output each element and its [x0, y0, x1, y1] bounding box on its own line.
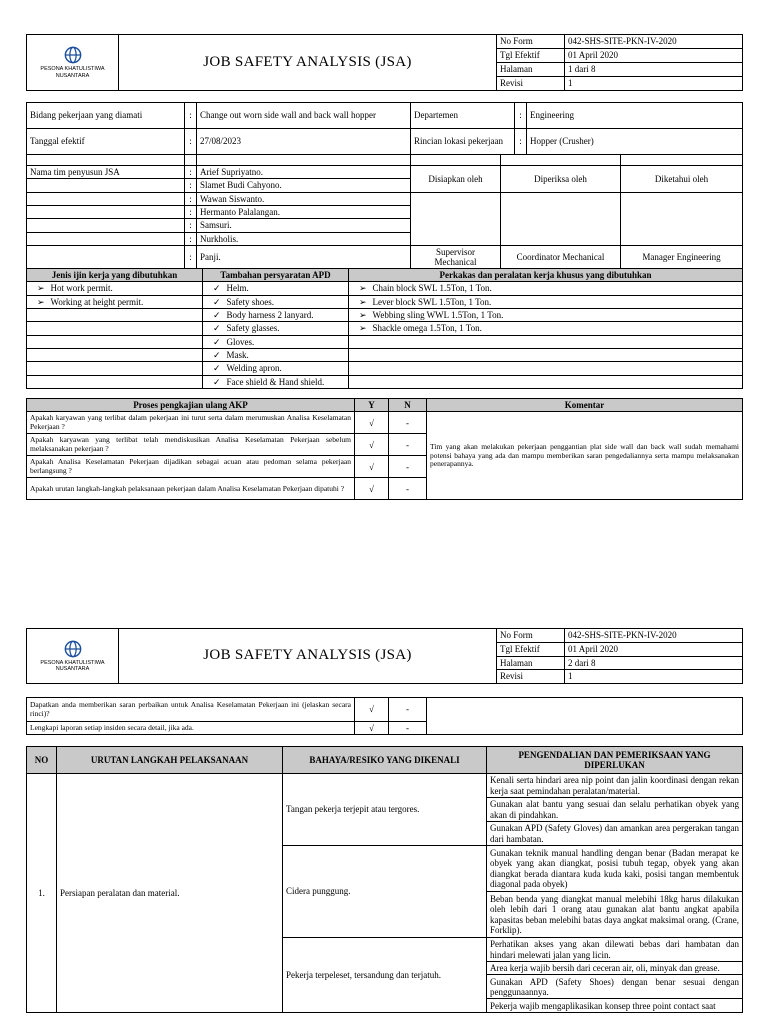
- steps-header: BAHAYA/RESIKO YANG DIKENALI: [283, 747, 487, 774]
- approval-role: Manager Engineering: [621, 246, 743, 270]
- review-no: -: [389, 478, 427, 500]
- colon: :: [185, 246, 197, 270]
- colon: :: [185, 192, 197, 205]
- meta-value: 01 April 2020: [565, 49, 743, 63]
- apd-item: ✓ Safety shoes.: [203, 295, 349, 308]
- meta-value: 01 April 2020: [565, 642, 743, 656]
- globe-logo-icon: [64, 640, 82, 658]
- req-header: Tambahan persyaratan APD: [203, 269, 349, 282]
- meta-value: 1 dari 8: [565, 63, 743, 77]
- bidang-label: Bidang pekerjaan yang diamati: [27, 103, 185, 129]
- review-question: Apakah karyawan yang terlibat telah mendiskusikan Analisa Keselamatan Pekerjaan sebelum melaksanakan pekerjaan ?: [27, 434, 355, 456]
- meta-label: Halaman: [497, 656, 565, 670]
- meta-value: 042-SHS-SITE-PKN-IV-2020: [565, 629, 743, 643]
- colon: :: [185, 166, 197, 179]
- approval-role: Supervisor Mechanical: [411, 246, 501, 270]
- apd-item: ✓ Safety glasses.: [203, 322, 349, 335]
- team-member: Panji.: [197, 246, 411, 270]
- steps-header: URUTAN LANGKAH PELAKSANAAN: [57, 747, 283, 774]
- meta-label: Tgl Efektif: [497, 49, 565, 63]
- meta-label: Halaman: [497, 63, 565, 77]
- page1-header: [26, 34, 743, 91]
- company-name: PESONA KHATULISTIWA NUSANTARA: [40, 66, 105, 79]
- team-member: Samsuri.: [197, 219, 411, 232]
- steps-header: PENGENDALIAN DAN PEMERIKSAAN YANG DIPERLUKAN: [487, 747, 743, 774]
- approval-role: Coordinator Mechanical: [501, 246, 621, 270]
- company-name: PESONA KHATULISTIWA NUSANTARA: [40, 659, 105, 672]
- signature-box: [411, 192, 501, 245]
- tanggal-label: Tanggal efektif: [27, 129, 185, 155]
- steps-table: [26, 746, 743, 1013]
- tool-item: ➢ Chain block SWL 1.5Ton, 1 Ton.: [349, 282, 743, 295]
- review-question: Lengkapi laporan setiap insiden secara detail, jika ada.: [27, 722, 355, 735]
- review-question: Apakah urutan langkah-langkah pelaksanaan pekerjaan dalam Analisa Keselamatan Pekerjaan dipatuhi ?: [27, 478, 355, 500]
- company-logo: [27, 35, 119, 91]
- control-item: Pekerja wajib mengaplikasikan konsep three point contact saat: [487, 999, 743, 1013]
- review-comment: Tim yang akan melakukan pekerjaan penggantian plat side wall dan back wall sudah memahami potensi bahaya yang ada dan mampu memberikan saran pengedaliannya serta mampu melaksanakan penerapannya.: [427, 412, 743, 500]
- apd-item: ✓ Body harness 2 lanyard.: [203, 309, 349, 322]
- review-no: -: [389, 412, 427, 434]
- page2-title: JOB SAFETY ANALYSIS (JSA): [119, 629, 497, 684]
- control-item: Gunakan alat bantu yang sesuai dan selalu perhatikan obyek yang akan di pindahkan.: [487, 798, 743, 822]
- job-info-table: [26, 102, 743, 155]
- team-label: Nama tim penyusun JSA: [27, 166, 185, 179]
- review-question: Dapatkan anda memberikan saran perbaikan untuk Analisa Keselamatan Pekerjaan ini (jelaskan secara rinci)?: [27, 698, 355, 722]
- hazard: Cidera punggung.: [283, 846, 487, 938]
- control-item: Gunakan APD (Safety Shoes) dengan benar sesuai dengan penggunaannya.: [487, 975, 743, 999]
- review-yes: √: [355, 478, 389, 500]
- review-no: -: [389, 722, 427, 735]
- colon: :: [185, 103, 197, 129]
- approval-header: Diketahui oleh: [621, 166, 743, 193]
- step-number: 1.: [27, 774, 57, 1013]
- approval-header: Disiapkan oleh: [411, 166, 501, 193]
- review-no: -: [389, 698, 427, 722]
- team-member: Arief Supriyatno.: [197, 166, 411, 179]
- colon: :: [185, 179, 197, 192]
- tool-item: ➢ Shackle omega 1.5Ton, 1 Ton.: [349, 322, 743, 335]
- control-item: Kenali serta hindari area nip point dan jalin koordinasi dengan rekan kerja saat pemindahan peralatan/material.: [487, 774, 743, 798]
- meta-label: Revisi: [497, 77, 565, 91]
- review-table: [26, 398, 743, 500]
- review-yes: √: [355, 698, 389, 722]
- review-no: -: [389, 434, 427, 456]
- meta-value: 042-SHS-SITE-PKN-IV-2020: [565, 35, 743, 49]
- colon: :: [185, 232, 197, 245]
- req-header: Perkakas dan peralatan kerja khusus yang dibutuhkan: [349, 269, 743, 282]
- apd-item: ✓ Face shield & Hand shield.: [203, 375, 349, 388]
- review-header: N: [389, 399, 427, 412]
- globe-logo-icon: [64, 46, 82, 64]
- steps-header: NO: [27, 747, 57, 774]
- control-item: Gunakan APD (Safety Gloves) dan amankan area pergerakan tangan dari hambatan.: [487, 822, 743, 846]
- colon: :: [185, 206, 197, 219]
- requirements-table: [26, 268, 743, 389]
- review-header: Proses pengkajian ulang AKP: [27, 399, 355, 412]
- page1-title: JOB SAFETY ANALYSIS (JSA): [119, 35, 497, 91]
- meta-label: No Form: [497, 35, 565, 49]
- company-logo: [27, 629, 119, 684]
- lokasi-value: Hopper (Crusher): [527, 129, 743, 155]
- control-item: Gunakan teknik manual handling dengan benar (Badan merapat ke obyek yang akan diangkat, posisi tubuh tegap, obyek yang akan diangkat berada diantara kuda kuda kaki, posisi tangan membentuk diagonal pada obyek): [487, 846, 743, 892]
- review2-table: [26, 697, 743, 735]
- review-yes: √: [355, 412, 389, 434]
- permit-item: ➢ Hot work permit.: [27, 282, 203, 295]
- hazard: Pekerja terpeleset, tersandung dan terjatuh.: [283, 938, 487, 1013]
- colon: :: [515, 103, 527, 129]
- meta-label: No Form: [497, 629, 565, 643]
- page2-header: [26, 628, 743, 684]
- departemen-label: Departemen: [411, 103, 515, 129]
- control-item: Perhatikan akses yang akan dilewati bebas dari hambatan dan hindari melewati jalan yang licin.: [487, 938, 743, 962]
- review-yes: √: [355, 434, 389, 456]
- team-member: Wawan Siswanto.: [197, 192, 411, 205]
- bidang-value: Change out worn side wall and back wall hopper: [197, 103, 411, 129]
- apd-item: ✓ Mask.: [203, 349, 349, 362]
- lokasi-label: Rincian lokasi pekerjaan: [411, 129, 515, 155]
- approval-header: Diperiksa oleh: [501, 166, 621, 193]
- review-no: -: [389, 456, 427, 478]
- control-item: Area kerja wajib bersih dari ceceran air, oli, minyak dan grease.: [487, 962, 743, 975]
- meta-value: 1: [565, 77, 743, 91]
- review-yes: √: [355, 722, 389, 735]
- meta-label: Revisi: [497, 670, 565, 684]
- departemen-value: Engineering: [527, 103, 743, 129]
- step-description: Persiapan peralatan dan material.: [57, 774, 283, 1013]
- colon: :: [185, 129, 197, 155]
- signature-box: [621, 192, 743, 245]
- meta-value: 1: [565, 670, 743, 684]
- colon: :: [185, 219, 197, 232]
- team-member: Nurkholis.: [197, 232, 411, 245]
- hazard: Tangan pekerja terjepit atau tergores.: [283, 774, 487, 846]
- permit-item: ➢ Working at height permit.: [27, 295, 203, 308]
- signature-box: [501, 192, 621, 245]
- apd-item: ✓ Gloves.: [203, 335, 349, 348]
- meta-label: Tgl Efektif: [497, 642, 565, 656]
- tool-item: ➢ Webbing sling WWL 1.5Ton, 1 Ton.: [349, 309, 743, 322]
- review-header: Y: [355, 399, 389, 412]
- colon: :: [515, 129, 527, 155]
- team-member: Hermanto Palalangan.: [197, 206, 411, 219]
- apd-item: ✓ Helm.: [203, 282, 349, 295]
- review-question: Apakah Analisa Keselamatan Pekerjaan dijadikan sebagai acuan atau pedoman selama pekerjaan berlangsung ?: [27, 456, 355, 478]
- control-item: Beban benda yang diangkat manual melebihi 18kg harus dilakukan oleh lebih dari 1 orang atau gunakan alat bantu angkat apabila kapasitas beban melebihi batas daya angkat maksimal orang. (Crane, Forklip).: [487, 892, 743, 938]
- review-comment: [427, 698, 743, 735]
- req-header: Jenis ijin kerja yang dibutuhkan: [27, 269, 203, 282]
- tanggal-value: 27/08/2023: [197, 129, 411, 155]
- apd-item: ✓ Welding apron.: [203, 362, 349, 375]
- review-header: Komentar: [427, 399, 743, 412]
- team-table: [26, 154, 743, 270]
- review-question: Apakah karyawan yang terlibat dalam pekerjaan ini turut serta dalam merumuskan Analisa Keselamatan Pekerjaan ?: [27, 412, 355, 434]
- meta-value: 2 dari 8: [565, 656, 743, 670]
- tool-item: ➢ Lever block SWL 1.5Ton, 1 Ton.: [349, 295, 743, 308]
- review-yes: √: [355, 456, 389, 478]
- team-member: Slamet Budi Cahyono.: [197, 179, 411, 192]
